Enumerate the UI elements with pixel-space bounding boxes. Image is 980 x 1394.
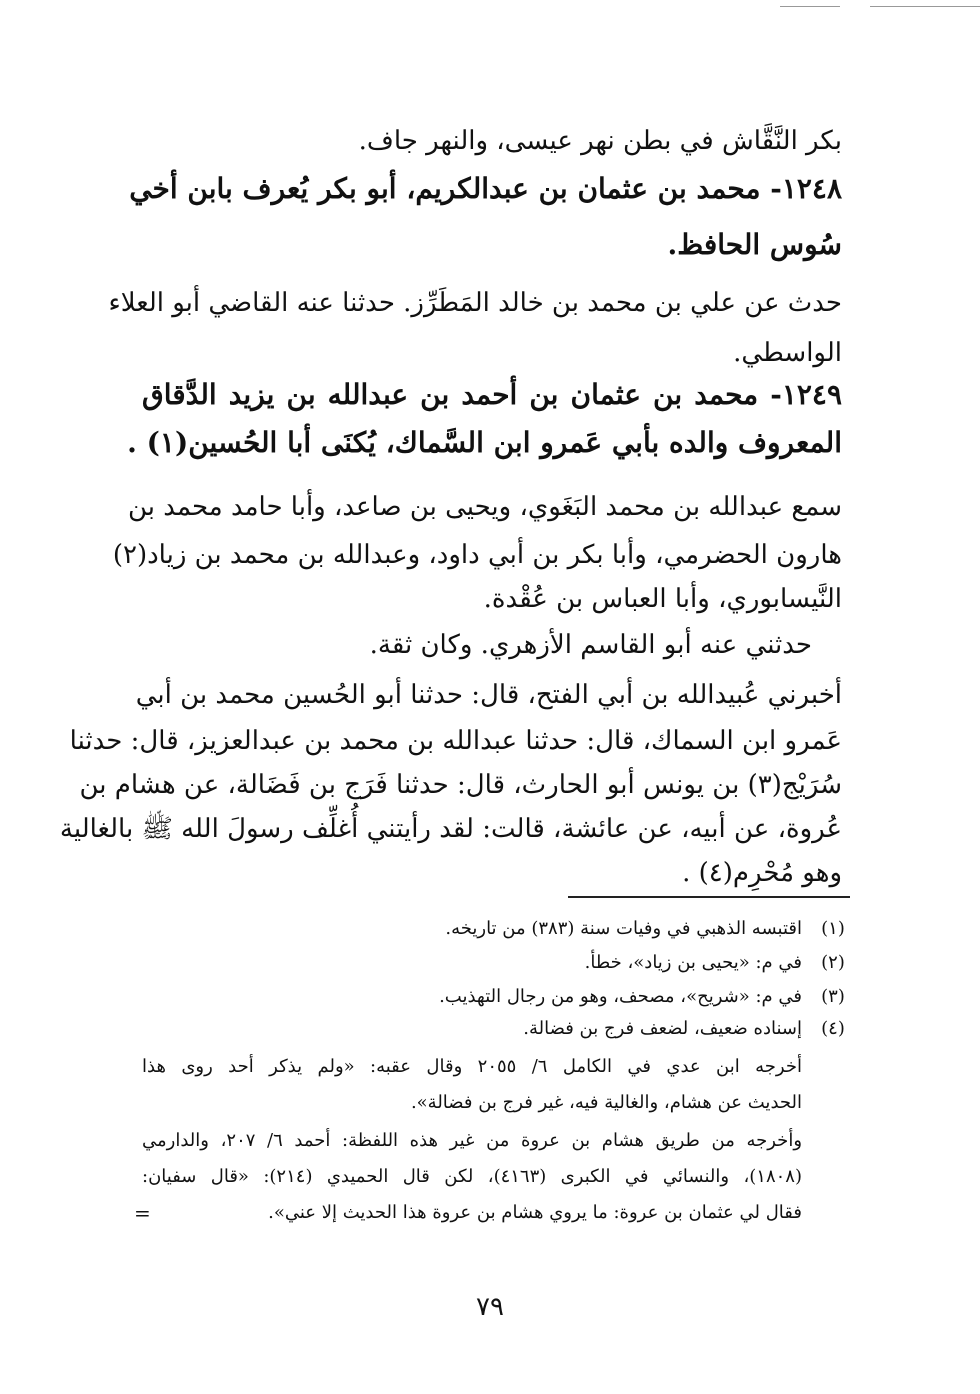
continuation-mark: = xyxy=(134,1201,151,1225)
body-line: حدثني عنه أبو القاسم الأزهري. وكان ثقة. xyxy=(369,630,812,660)
footnote-text: في م: «شريح»، مصحف، وهو من رجال التهذيب. xyxy=(439,986,802,1007)
body-line: عَمرو ابن السماك، قال: حدثنا عبدالله بن محمد بن عبدالعزيز، قال: حدثنا xyxy=(69,726,842,756)
body-line: هارون الحضرمي، وأبا بكر بن أبي داود، وعبدالله بن محمد بن زياد(٢) xyxy=(112,540,842,570)
footnote-text: في م: «يحيى بن زياد»، خطأ. xyxy=(584,952,802,973)
entry-heading-1248: ١٢٤٨- محمد بن عثمان بن عبدالكريم، أبو بكر يُعرف بابن أخي xyxy=(129,172,842,205)
footnote-separator xyxy=(568,896,850,898)
body-line: حدث عن علي بن محمد بن خالد المَطَرِّز. حدثنا عنه القاضي أبو العلاء xyxy=(108,288,842,318)
footnote-text: إسناده ضعيف، لضعف فرج بن فضالة. xyxy=(523,1018,802,1039)
footnote-number: (١) xyxy=(821,918,845,939)
scan-edge-line xyxy=(870,6,980,7)
body-line: وهو مُحْرِم(٤) . xyxy=(682,858,842,888)
body-line: سُرَيْج(٣) بن يونس أبو الحارث، قال: حدثنا فَرَج بن فَضَالة، عن هشام بن xyxy=(79,770,842,800)
footnote-number: (٤) xyxy=(821,1018,845,1039)
footnote-text: اقتبسه الذهبي في وفيات سنة (٣٨٣) من تاريخه. xyxy=(445,918,802,939)
body-line: الواسطي. xyxy=(733,338,842,368)
footnote-number: (٢) xyxy=(821,952,845,973)
entry-heading-1248-cont: سُوس الحافظ. xyxy=(667,228,842,261)
body-line: بكر النَّقَّاش في بطن نهر عيسى، والنهر جاف. xyxy=(358,126,842,156)
entry-heading-1249-cont: المعروف والده بأبي عَمرو ابن السَّماك، يُكنَى أبا الحُسين(١) . xyxy=(127,426,842,459)
footnote-cont-line: أخرجه ابن عدي في الكامل ٦/ ٢٠٥٥ وقال عقبه: «ولم يذكر أحد روى هذا xyxy=(142,1056,802,1077)
body-line: النَّيسابوري، وأبا العباس بن عُقْدة. xyxy=(483,584,842,614)
page-number: ٧٩ xyxy=(476,1292,504,1322)
body-line: أخبرني عُبيدالله بن أبي الفتح، قال: حدثنا أبو الحُسين محمد بن أبي xyxy=(135,680,842,710)
footnote-cont-line: (١٨٠٨)، والنسائي في الكبرى (٤١٦٣)، لكن قال الحميدي (٢١٤): «قال سفيان: xyxy=(142,1166,802,1187)
footnote-number: (٣) xyxy=(821,986,845,1007)
body-line: عُروة، عن أبيه، عن عائشة، قالت: لقد رأيتني أُغلِّف رسولَ الله ﷺ بالغالية xyxy=(59,814,842,844)
footnote-cont-line: فقال لي عثمان بن عروة: ما يروي هشام بن عروة هذا الحديث إلا عني». xyxy=(268,1202,802,1223)
footnote-cont-line: الحديث عن هشام، والغالية فيه، غير فرج بن فضالة». xyxy=(410,1092,802,1113)
entry-heading-1249: ١٢٤٩- محمد بن عثمان بن أحمد بن عبدالله بن يزيد الدَّقاق xyxy=(142,378,842,411)
scan-edge-line xyxy=(780,6,840,7)
footnote-cont-line: وأخرجه من طريق هشام بن عروة من غير هذه اللفظة: أحمد ٦/ ٢٠٧، والدارمي xyxy=(142,1130,803,1151)
body-line: سمع عبدالله بن محمد البَغَوي، ويحيى بن صاعد، وأبا حامد محمد بن xyxy=(128,492,842,522)
